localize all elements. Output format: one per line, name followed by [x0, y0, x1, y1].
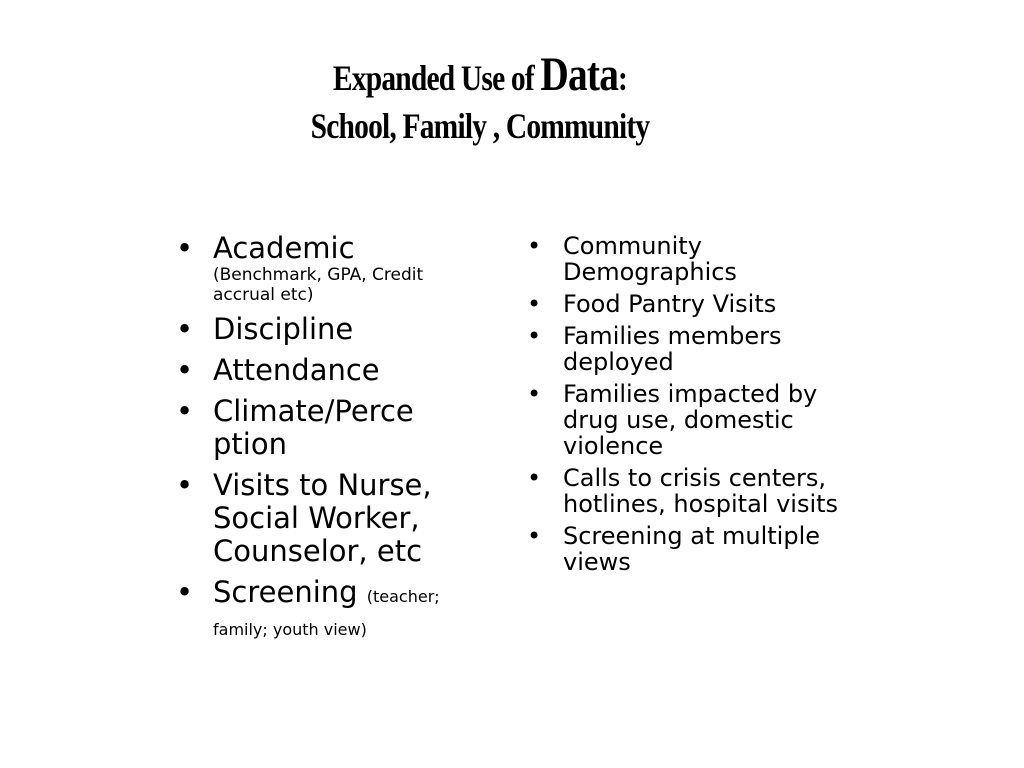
list-item [176, 312, 488, 346]
bullet-icon: • [176, 312, 194, 346]
left-bullet-list [176, 231, 488, 650]
list-item [176, 231, 488, 305]
title-suffix: : [618, 58, 628, 98]
title-prefix: Expanded Use of [332, 58, 541, 98]
title-emphasis: Data [540, 48, 619, 101]
slide-title [291, 50, 668, 149]
list-item [527, 322, 863, 376]
list-item [176, 468, 488, 568]
item-label: Families members deployed [563, 322, 782, 376]
bullet-icon: • [527, 232, 542, 260]
bullet-icon: • [176, 575, 194, 609]
item-label: Climate/Perce ption [213, 394, 414, 461]
list-item [176, 394, 488, 461]
item-label: Calls to crisis centers, hotlines, hospital visits [563, 464, 839, 518]
list-item [527, 290, 863, 318]
bullet-icon: • [176, 353, 194, 387]
item-label: Community Demographics [563, 232, 737, 286]
bullet-icon: • [527, 522, 542, 550]
item-label: Screening [213, 575, 367, 609]
bullet-icon: • [527, 464, 542, 492]
item-label: Screening at multiple views [563, 522, 821, 576]
item-label: Families impacted by drug use, domestic violence [563, 380, 818, 460]
item-label: Food Pantry Visits [563, 290, 777, 318]
list-item [176, 575, 488, 642]
list-item [527, 232, 863, 286]
list-item [527, 464, 863, 518]
bullet-icon: • [527, 322, 542, 350]
item-label: Academic [213, 231, 355, 265]
title-line-2: School, Family , Community [310, 106, 650, 146]
bullet-icon: • [176, 231, 194, 265]
list-item [176, 353, 488, 387]
bullet-icon: • [176, 394, 194, 428]
list-item [527, 380, 863, 460]
item-detail: (Benchmark, GPA, Credit accrual etc) [213, 265, 424, 305]
item-detail: (teacher; family; youth view) [213, 587, 440, 639]
item-label: Attendance [213, 353, 380, 387]
list-item [527, 522, 863, 576]
bullet-icon: • [527, 290, 542, 318]
bullet-icon: • [176, 468, 194, 502]
item-label: Visits to Nurse, Social Worker, Counselor, etc [213, 468, 432, 568]
item-label: Discipline [213, 312, 354, 346]
title-line-1 [291, 50, 668, 103]
right-bullet-list [527, 232, 863, 581]
bullet-icon: • [527, 380, 542, 408]
